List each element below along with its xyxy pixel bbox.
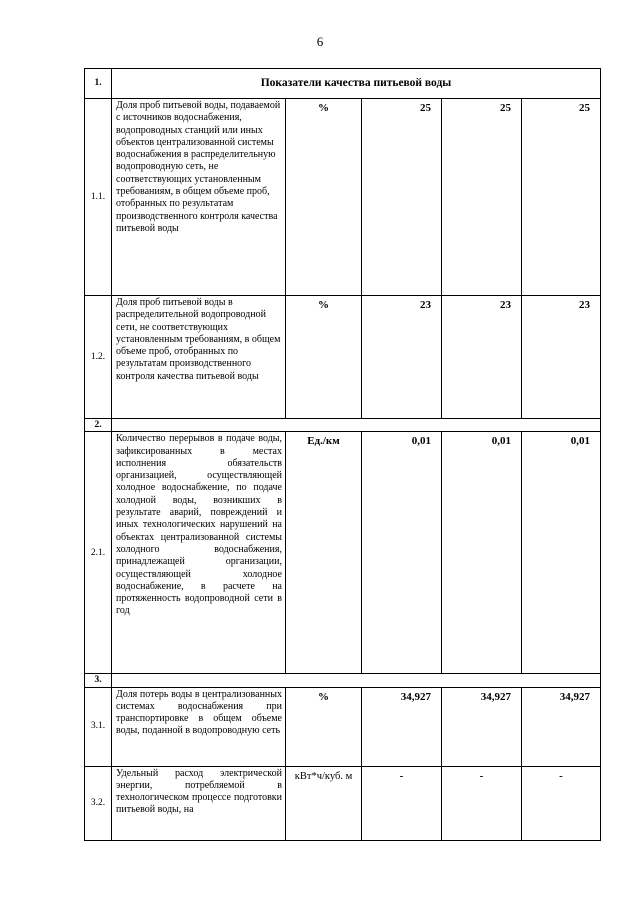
row-unit: % xyxy=(286,296,362,419)
section-row xyxy=(85,419,601,432)
row-unit: Ед./км xyxy=(286,432,362,674)
table-row xyxy=(85,766,601,840)
row-value: 34,927 xyxy=(362,687,442,766)
row-description: Количество перерывов в подаче воды, зафиксированных в местах исполнения обязательств организацией, осуществляющей холодное водоснабжение, по подаче холодной воды, возникших в результате аварий, повреждений и иных технологических нарушений на объектах централизованной системы холодного водоснабжения, принадлежащей организации, осуществляющей холодное водоснабжение, в расчете на протяженность водопроводной сети в год xyxy=(112,432,286,674)
row-value: 34,927 xyxy=(442,687,522,766)
table-row xyxy=(85,432,601,674)
section-number: 1. xyxy=(85,69,112,99)
row-value: - xyxy=(442,766,522,840)
row-value: 23 xyxy=(522,296,601,419)
row-value: 34,927 xyxy=(522,687,601,766)
row-value: 25 xyxy=(522,99,601,296)
row-unit: % xyxy=(286,99,362,296)
table-header-row xyxy=(85,69,601,99)
table-row xyxy=(85,99,601,296)
section-row xyxy=(85,674,601,687)
indicators-table xyxy=(84,68,601,841)
row-value: - xyxy=(522,766,601,840)
row-description: Удельный расход электрической энергии, потребляемой в технологическом процессе подготовки питьевой воды, на xyxy=(112,766,286,840)
row-value: 0,01 xyxy=(362,432,442,674)
row-number: 3.2. xyxy=(85,766,112,840)
row-number: 3.1. xyxy=(85,687,112,766)
row-number: 1.2. xyxy=(85,296,112,419)
table-row xyxy=(85,687,601,766)
row-description: Доля проб питьевой воды, подаваемой с источников водоснабжения, водопроводных станций или иных объектов централизованной системы водоснабжения в распределительную водопроводную сеть, не соответствующих установленным требованиям, в общем объеме проб, отобранных по результатам производственного контроля качества питьевой воды xyxy=(112,99,286,296)
section-number: 3. xyxy=(85,674,112,687)
row-unit: % xyxy=(286,687,362,766)
section-number: 2. xyxy=(85,419,112,432)
row-value: - xyxy=(362,766,442,840)
row-value: 0,01 xyxy=(522,432,601,674)
row-value: 23 xyxy=(362,296,442,419)
table-row xyxy=(85,296,601,419)
section-title: Показатели качества питьевой воды xyxy=(112,69,601,99)
row-value: 23 xyxy=(442,296,522,419)
row-description: Доля проб питьевой воды в распределительной водопроводной сети, не соответствующих установленным требованиям, в общем объеме проб, отобранных по результатам производственного контроля качества питьевой воды xyxy=(112,296,286,419)
row-value: 25 xyxy=(442,99,522,296)
row-value: 0,01 xyxy=(442,432,522,674)
row-unit: кВт*ч/куб. м xyxy=(286,766,362,840)
row-value: 25 xyxy=(362,99,442,296)
row-description: Доля потерь воды в централизованных системах водоснабжения при транспортировке в общем объеме воды, поданной в водопроводную сеть xyxy=(112,687,286,766)
row-number: 2.1. xyxy=(85,432,112,674)
row-number: 1.1. xyxy=(85,99,112,296)
page-number: 6 xyxy=(316,34,324,49)
